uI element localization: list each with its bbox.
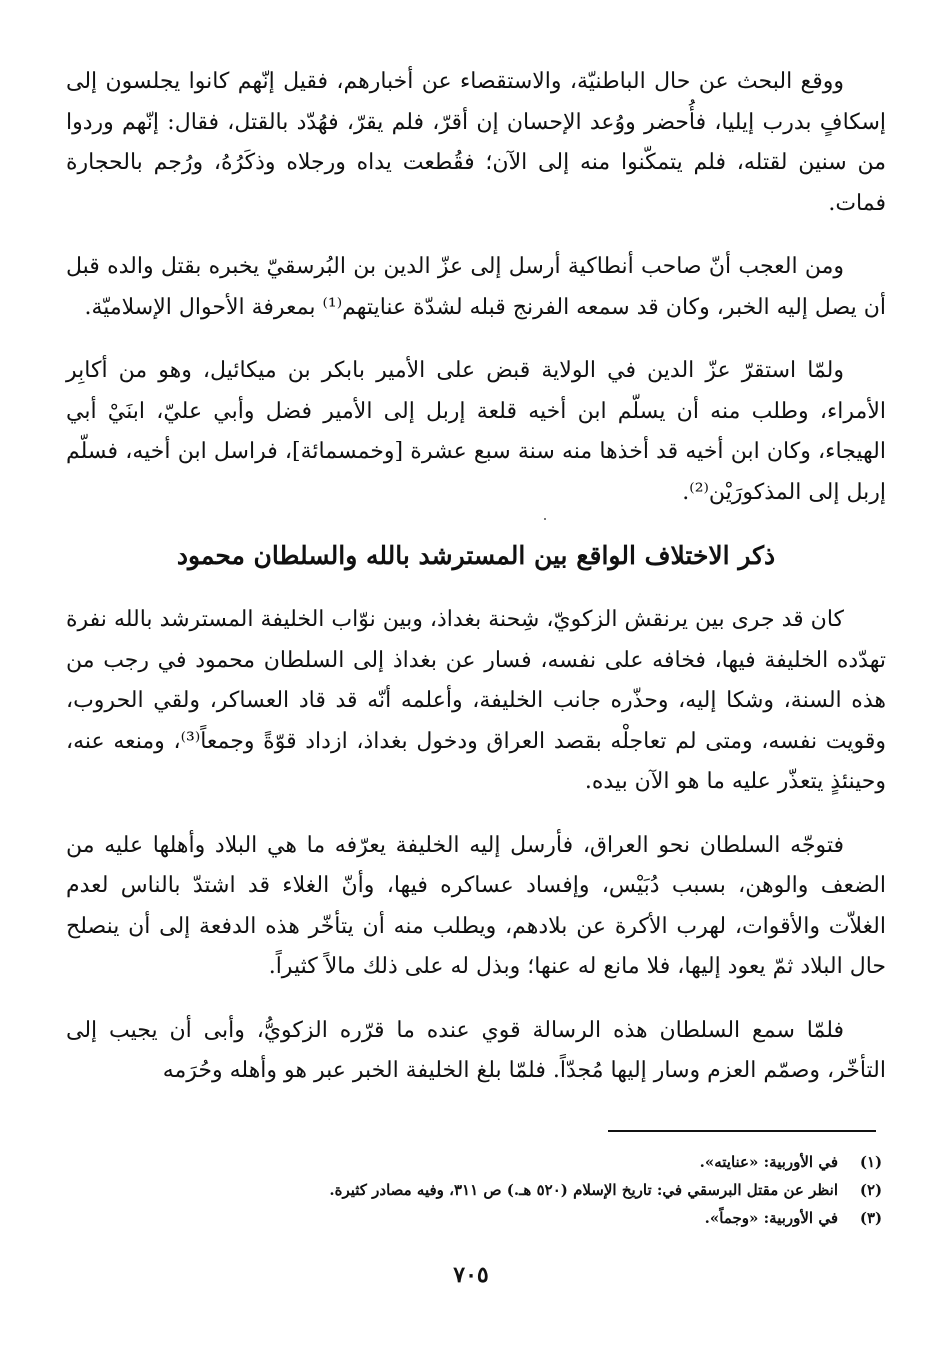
footnote-number: (٢) <box>859 1181 883 1199</box>
paragraph-yurunqush-conflict: كان قد جرى بين يرنقش الزكويّ، شِحنة بغداذ، وبين نوّاب الخليفة المسترشد بالله نفرة تهدّده الخليفة فيها، فخافه على نفسه، فسار عن بغداذ إلى السلطان محمود في رجب من هذه السنة، وشكا إليه، وحذّره جانب الخليفة، وأعلمه أنّه قد قاد العساكر، ولقي الحروب، وقويت نفسه، ومتى لم تعاجلْه بقصد العراق ودخول بغداذ، ازداد قوّةً وجمعاً⁽³⁾، ومنعه عنه، وحينئذٍ يتعذّر عليه ما هو الآن بيده. <box>66 607 886 794</box>
footnote-number: (١) <box>859 1153 883 1171</box>
footnote-text: في الأوربية: «وجماً». <box>704 1209 838 1227</box>
paragraph-batiniyya-inquiry: ووقع البحث عن حال الباطنيّة، والاستقصاء عن أخبارهم، فقيل إنّهم كانوا يجلسون إلى إسكافٍ بدرب إيليا، فأُحضر ووُعد الإحسان إن أقرّ، فلم يقرّ، فهُدّد بالقتل، فقال: إنّهم وردوا من سنين لقتله، فلم يتمكّنوا منه إلى الآن؛ فقُطعت يداه ورجلاه وذكَرُهُ، ورُجم بالحجارة فمات. <box>66 69 886 216</box>
footnote-number: (٣) <box>859 1209 883 1227</box>
footnote-divider <box>608 1130 876 1132</box>
paragraph-izz-al-din-rule: ولمّا استقرّ عزّ الدين في الولاية قبض على الأمير بابكر بن ميكائيل، وهو من أكابِر الأمراء، وطلب منه أن يسلّم ابن أخيه قلعة إربل إلى الأمير فضل وأبي عليّ، ابنَيْ أبي الهيجاء، وكان ابن أخيه قد أخذها منه سنة سبع عشرة [وخمسمائة]، فراسل ابن أخيه، فسلّم إربل إلى المذكورَيْن⁽²⁾. <box>66 358 886 505</box>
page-number: ٧٠٥ <box>453 1262 489 1288</box>
paragraph-antioch-letter: ومن العجب أنّ صاحب أنطاكية أرسل إلى عزّ الدين بن البُرسقيّ يخبره بقتل والده قبل أن يصل إليه الخبر، وكان قد سمعه الفرنج قبله لشدّة عنايتهم⁽¹⁾ بمعرفة الأحوال الإسلاميّة. <box>66 254 886 320</box>
paragraph-sultan-march: فلمّا سمع السلطان هذه الرسالة قوي عنده ما قرّره الزكويُّ، وأبى أن يجيب إلى التأخّر، وصمّم العزم وسار إليها مُجدّاً. فلمّا بلغ الخليفة الخبر عبر هو وأهله وحُرَمه <box>66 1017 886 1083</box>
footnote-item <box>66 1176 886 1204</box>
footnote-text: انظر عن مقتل البرسقي في: تاريخ الإسلام (٥٢٠ هـ.) ص ٣١١، وفيه مصادر كثيرة. <box>329 1181 838 1199</box>
footnote-text: في الأوربية: «عنايته». <box>699 1153 838 1171</box>
scan-speck <box>544 518 546 520</box>
paragraph-caliph-message: فتوجّه السلطان نحو العراق، فأرسل إليه الخليفة يعرّفه ما هي البلاد وأهلها عليه من الضعف والوهن، بسبب دُبَيْس، وإفساد عساكره فيها، وأنّ الغلاء قد اشتدّ بالناس لعدم الغلاّت والأقوات، لهرب الأكرة عن بلادهم، ويطلب منه أن يتأخّر هذه الدفعة إلى أن ينصلح حال البلاد ثمّ يعود إليها، فلا مانع له عنها؛ وبذل له على ذلك مالاً كثيراً. <box>66 832 886 979</box>
footnote-item <box>66 1148 886 1176</box>
main-text <box>66 62 886 1115</box>
section-heading: ذكر الاختلاف الواقع بين المسترشد بالله والسلطان محمود <box>176 541 776 570</box>
footnotes <box>66 1148 886 1232</box>
footnote-item <box>66 1204 886 1232</box>
